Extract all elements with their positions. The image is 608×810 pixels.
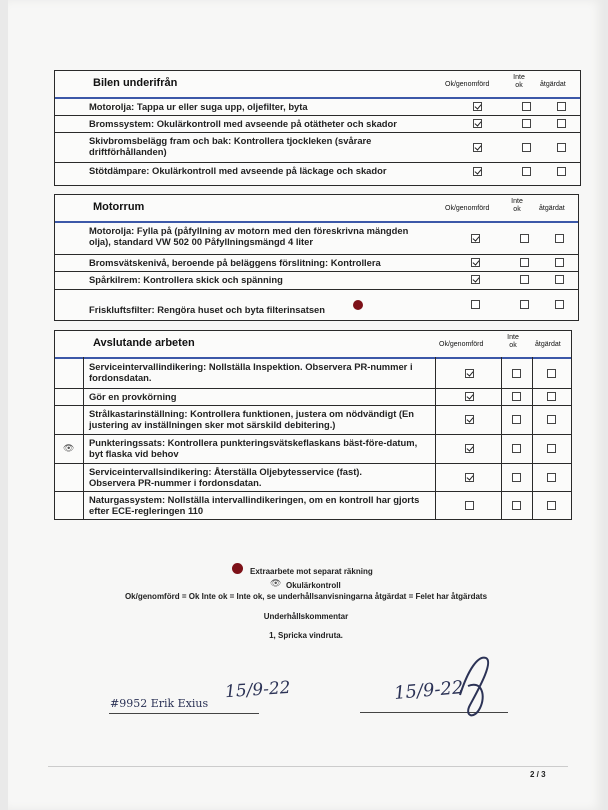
legend-definitions: Ok/genomförd = Ok Inte ok = Inte ok, se underhållsanvisningarna åtgärdat = Felet har åtgärdats <box>124 592 488 601</box>
row-text: Skivbromsbelägg fram och bak: Kontrollera tjockleken (svårare driftförhållanden) <box>89 135 372 157</box>
ok-checkbox[interactable] <box>465 473 474 482</box>
ok-checkbox[interactable] <box>471 258 480 267</box>
extra-work-dot-icon <box>232 563 243 574</box>
table-row <box>55 116 580 133</box>
technician-date: 15/9-22 <box>224 677 292 703</box>
atgardat-checkbox[interactable] <box>547 501 556 510</box>
row-text: Friskluftsfilter: Rengöra huset och byta filterinsatsen <box>89 304 325 315</box>
atgardat-checkbox[interactable] <box>557 102 566 111</box>
ok-checkbox[interactable] <box>471 234 480 243</box>
row-text: Serviceintervallindikering: Nollställa Inspektion. Observera PR-nummer i fordonsdatan. <box>89 361 413 383</box>
section-header <box>55 331 571 359</box>
inte-ok-checkbox[interactable] <box>522 119 531 128</box>
table-row <box>55 435 571 464</box>
inte-ok-checkbox[interactable] <box>522 167 531 176</box>
inte-ok-checkbox[interactable] <box>512 444 521 453</box>
row-text: Motorolja: Fylla på (påfyllning av motorn med den föreskrivna mängden olja), standard VW 502 00 Påfyllningsmängd 4 liter <box>89 225 409 247</box>
section-final-work <box>54 330 572 520</box>
atgardat-checkbox[interactable] <box>547 444 556 453</box>
atgardat-checkbox[interactable] <box>555 258 564 267</box>
inte-ok-checkbox[interactable] <box>520 258 529 267</box>
section-underside <box>54 70 581 186</box>
ok-checkbox[interactable] <box>471 300 480 309</box>
footer-rule <box>48 766 568 767</box>
table-row <box>55 272 578 290</box>
atgardat-checkbox[interactable] <box>547 415 556 424</box>
row-text: Strålkastarinställning: Kontrollera funktionen, justera om nödvändigt (En justering av inställningen sker mot särskild debitering.) <box>89 408 415 430</box>
customer-date: 15/9-22 <box>393 677 465 704</box>
atgardat-checkbox[interactable] <box>557 143 566 152</box>
col-header-atgardat: åtgärdat <box>535 341 561 348</box>
row-text: Stötdämpare: Okulärkontroll med avseende på läckage och skador <box>89 165 387 176</box>
ok-checkbox[interactable] <box>473 102 482 111</box>
row-text: Punkteringssats: Kontrollera punkteringsvätskeflaskans bäst-före-datum, byt flaska vid behov <box>89 437 418 459</box>
atgardat-checkbox[interactable] <box>557 167 566 176</box>
table-row <box>55 133 580 163</box>
legend-extra-work: Extraarbete mot separat räkning <box>250 567 373 576</box>
inte-ok-checkbox[interactable] <box>512 473 521 482</box>
atgardat-checkbox[interactable] <box>547 369 556 378</box>
table-row <box>55 464 571 492</box>
section-header <box>55 195 578 223</box>
row-text: Bromsvätskenivå, beroende på beläggens förslitning: Kontrollera <box>89 257 381 268</box>
table-row <box>55 223 578 255</box>
signature-scribble <box>448 650 498 722</box>
col-header-inte-ok: Inte ok <box>511 198 523 213</box>
table-row <box>55 290 578 322</box>
eye-icon: 👁 <box>63 443 75 453</box>
section-title: Motorrum <box>93 201 145 213</box>
ok-checkbox[interactable] <box>471 275 480 284</box>
ok-checkbox[interactable] <box>465 415 474 424</box>
table-row <box>55 492 571 521</box>
ok-checkbox[interactable] <box>473 119 482 128</box>
technician-id: #9952 Erik Exius <box>110 697 209 710</box>
row-text: Naturgassystem: Nollställa intervallindikeringen, om en kontroll har gjorts efter ECE-regleringen 110 <box>89 494 420 516</box>
inte-ok-checkbox[interactable] <box>512 369 521 378</box>
signature-line <box>109 713 259 714</box>
document-page <box>8 0 604 810</box>
inte-ok-checkbox[interactable] <box>512 415 521 424</box>
inte-ok-checkbox[interactable] <box>520 234 529 243</box>
atgardat-checkbox[interactable] <box>547 392 556 401</box>
table-row <box>55 406 571 435</box>
comment-title: Underhållskommentar <box>263 612 349 621</box>
table-row <box>55 163 580 183</box>
ok-checkbox[interactable] <box>465 369 474 378</box>
section-header <box>55 71 580 99</box>
ok-checkbox[interactable] <box>465 392 474 401</box>
inte-ok-checkbox[interactable] <box>512 501 521 510</box>
row-text: Bromssystem: Okulärkontroll med avseende på otätheter och skador <box>89 118 397 129</box>
section-title: Avslutande arbeten <box>93 337 195 349</box>
section-title: Bilen underifrån <box>93 77 178 89</box>
inte-ok-checkbox[interactable] <box>520 300 529 309</box>
table-row <box>55 359 571 389</box>
table-row <box>55 99 580 116</box>
ok-checkbox[interactable] <box>465 444 474 453</box>
inte-ok-checkbox[interactable] <box>522 143 531 152</box>
table-row <box>55 389 571 406</box>
ok-checkbox[interactable] <box>465 501 474 510</box>
extra-work-dot-icon <box>353 300 363 310</box>
row-text: Motorolja: Tappa ur eller suga upp, oljefilter, byta <box>89 101 308 112</box>
legend-visual-check: Okulärkontroll <box>286 581 341 590</box>
atgardat-checkbox[interactable] <box>555 234 564 243</box>
inte-ok-checkbox[interactable] <box>520 275 529 284</box>
col-header-atgardat: åtgärdat <box>539 205 565 212</box>
col-header-atgardat: åtgärdat <box>540 81 566 88</box>
section-engine-bay <box>54 194 579 321</box>
ok-checkbox[interactable] <box>473 143 482 152</box>
eye-icon: 👁 <box>270 578 282 588</box>
col-header-ok: Ok/genomförd <box>445 205 490 212</box>
col-header-inte-ok: Inte ok <box>513 74 525 89</box>
table-row <box>55 255 578 272</box>
inte-ok-checkbox[interactable] <box>522 102 531 111</box>
col-header-ok: Ok/genomförd <box>445 81 490 88</box>
comment-text: 1, Spricka vindruta. <box>269 631 343 640</box>
col-header-ok: Ok/genomförd <box>439 341 484 348</box>
col-header-inte-ok: Inte ok <box>507 334 519 349</box>
ok-checkbox[interactable] <box>473 167 482 176</box>
atgardat-checkbox[interactable] <box>555 275 564 284</box>
row-text: Spårkilrem: Kontrollera skick och spänning <box>89 274 283 285</box>
row-text: Gör en provkörning <box>89 391 177 402</box>
page-number: 2 / 3 <box>530 770 546 779</box>
row-text: Serviceintervallsindikering: Återställa Oljebytesservice (fast). Observera PR-nummer i fordonsdatan. <box>89 466 363 488</box>
atgardat-checkbox[interactable] <box>555 300 564 309</box>
atgardat-checkbox[interactable] <box>547 473 556 482</box>
atgardat-checkbox[interactable] <box>557 119 566 128</box>
inte-ok-checkbox[interactable] <box>512 392 521 401</box>
